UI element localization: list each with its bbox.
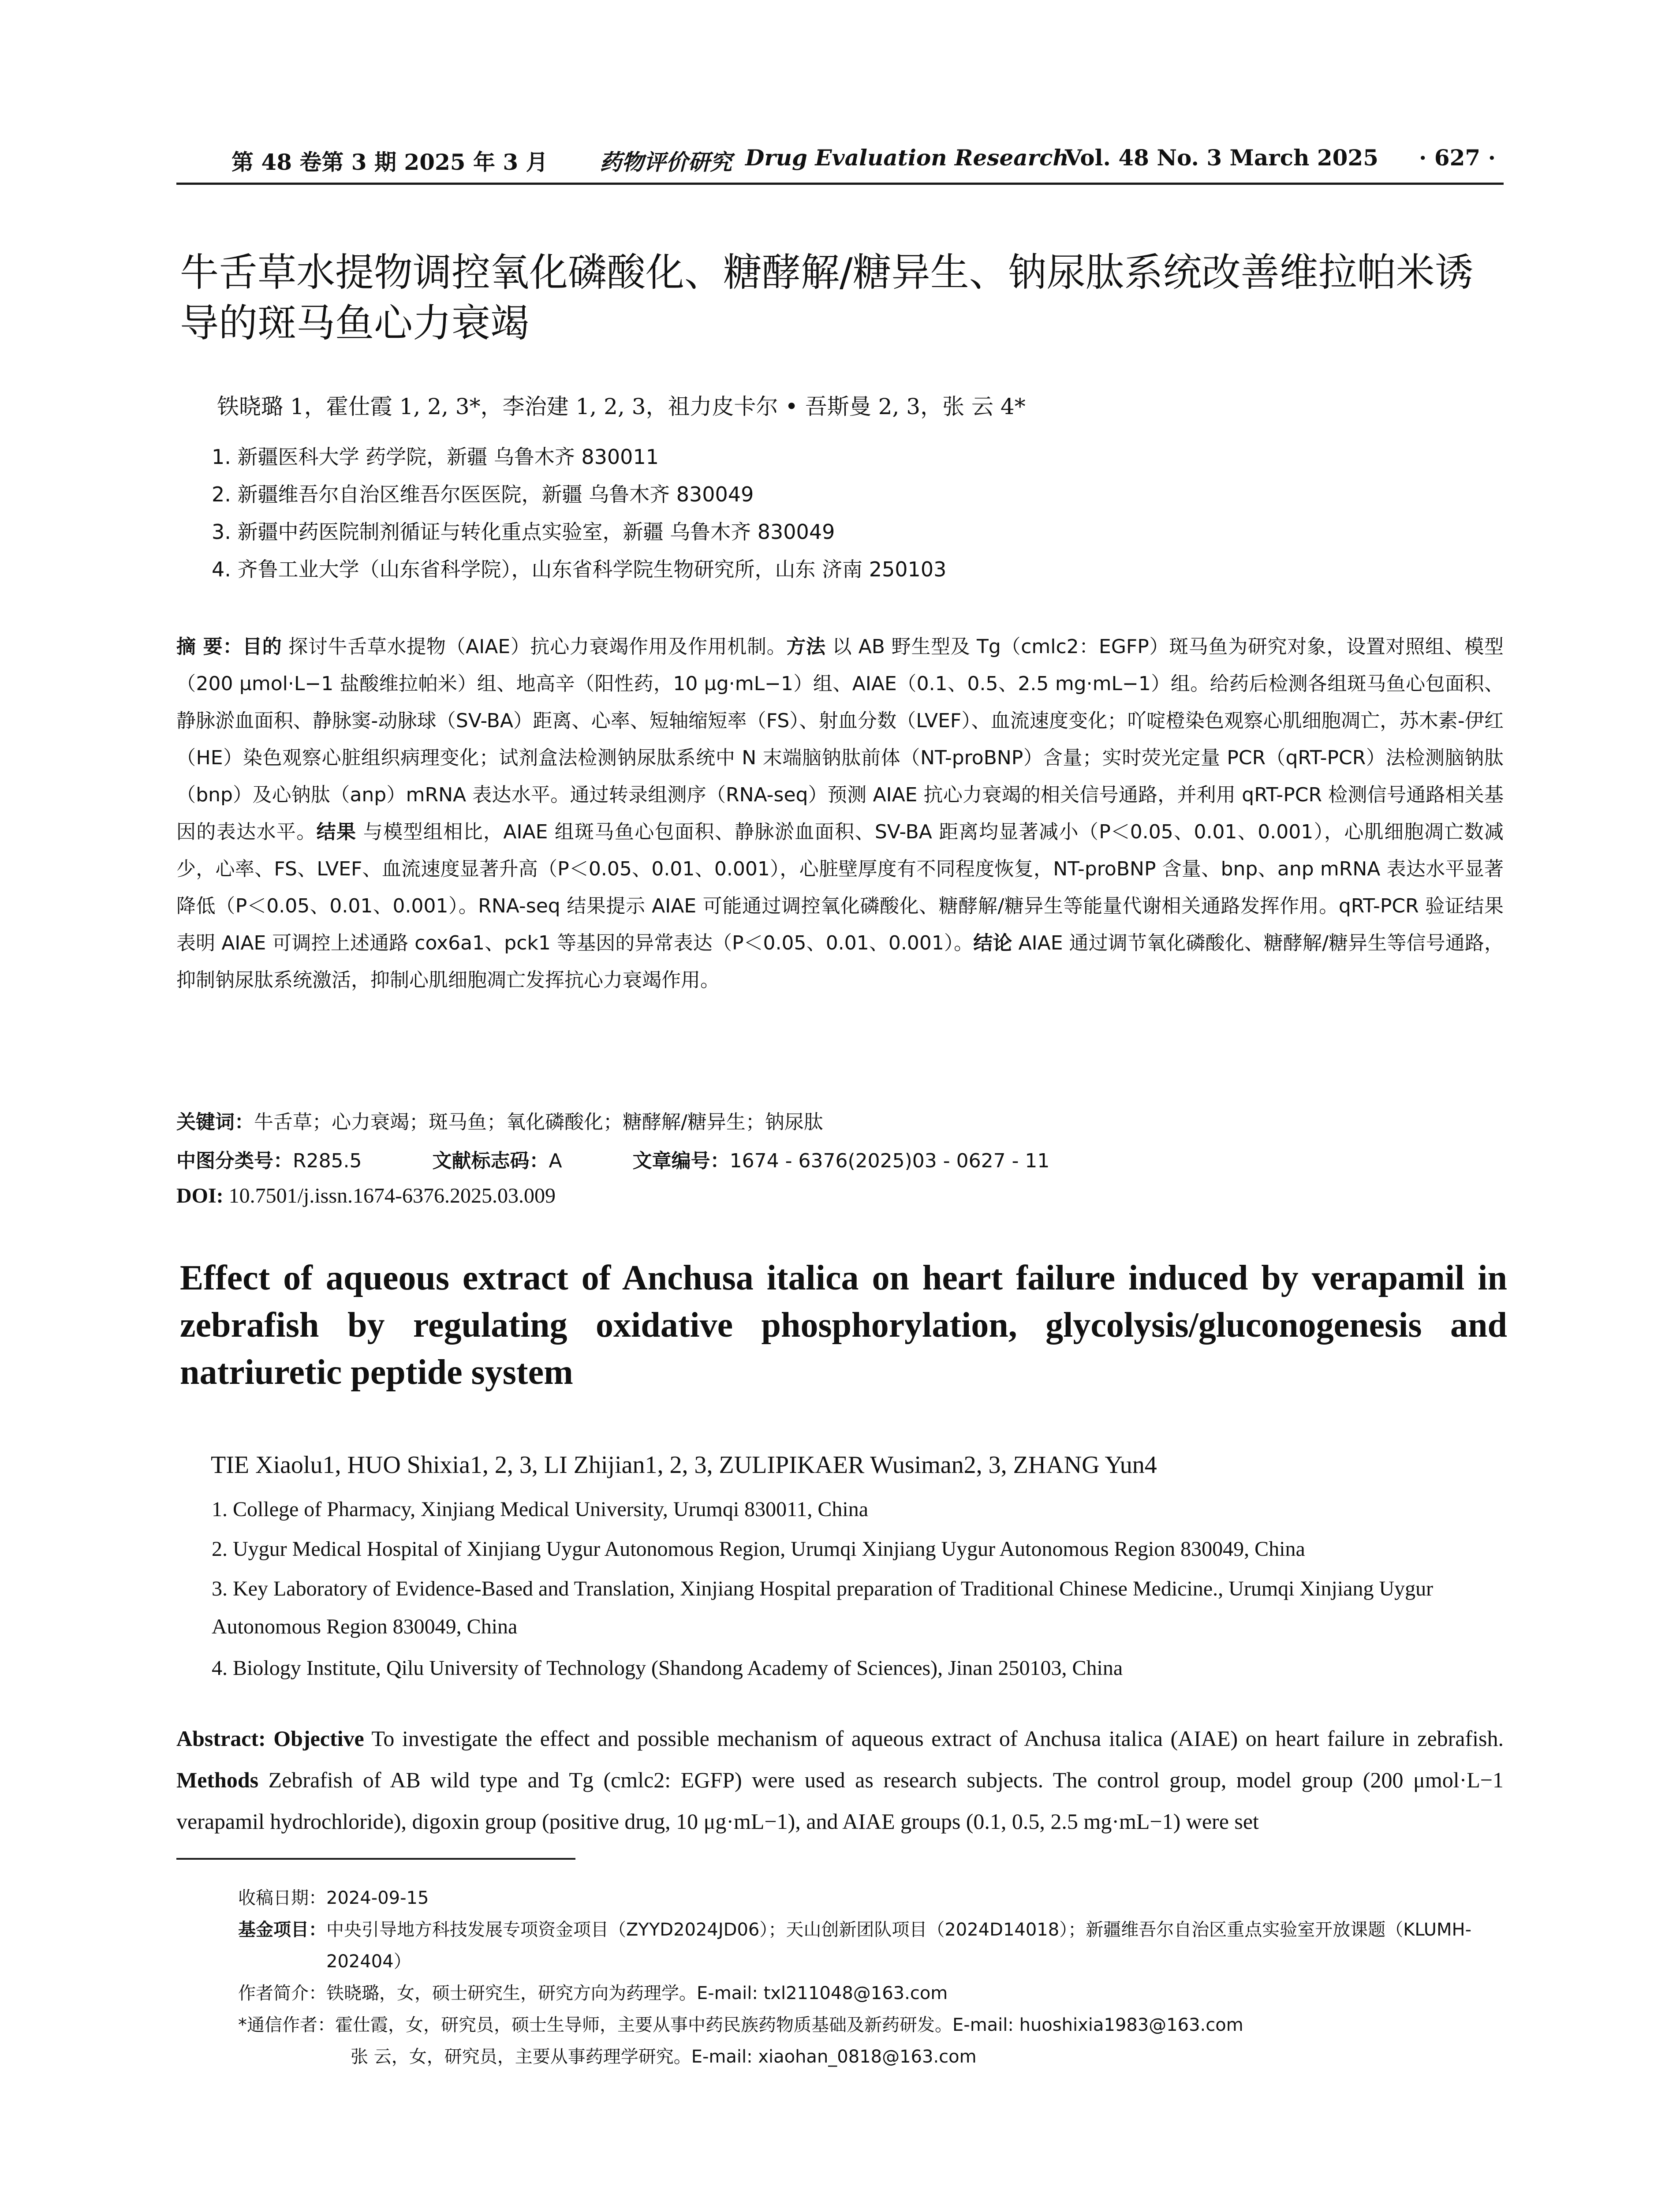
doc-value: A [549,1150,562,1172]
keywords [176,1106,823,1134]
objective-label: 目的 [243,635,282,658]
keywords-text: 牛舌草；心力衰竭；斑马鱼；氧化磷酸化；糖酵解/糖异生；钠尿肽 [254,1111,823,1133]
journal-name-en: Drug Evaluation Research [745,145,1069,171]
funding-label: 基金项目： [238,1920,326,1940]
conclusion-text: AIAE 通过调节氧化磷酸化、糖酵解/糖异生等信号通路，抑制钠尿肽系统激活，抑制心肌细胞凋亡发挥抗心力衰竭作用。 [176,932,1504,991]
methods-text: 以 AB 野生型及 Tg（cmlc2：EGFP）斑马鱼为研究对象，设置对照组、模型（200 μmol·L−1 盐酸维拉帕米）组、地高辛（阳性药，10 μg·mL−1）组、AIAE（0.1、0.5、2.5 mg·mL−1）组。给药后检测各组斑马鱼心包面积、静脉淤血面积、静脉窦-动脉球（SV-BA）距离、心率、短轴缩短率（FS）、射血分数（LVEF）、血流速度变化；吖啶橙染色观察心肌细胞凋亡，苏木素-伊红（HE）染色观察心脏组织病理变化；试剂盒法检测钠尿肽系统中 N 末端脑钠肽前体（NT-proBNP）含量；实时荧光定量 PCR（qRT-PCR）法检测脑钠肽（bnp）及心钠肽（anp）mRNA 表达水平。通过转录组测序（RNA-seq）预测 AIAE 抗心力衰竭的相关信号通路，并利用 qRT-PCR 检测信号通路相关基因的表达水平。 [176,635,1504,843]
results-text: 与模型组相比，AIAE 组斑马鱼心包面积、静脉淤血面积、SV-BA 距离均显著减小（P＜0.05、0.01、0.001），心肌细胞凋亡数减少，心率、FS、LVEF、血流速度显著升高（P＜0.05、0.01、0.001），心脏壁厚度有不同程度恢复，NT-proBNP 含量、bnp、anp mRNA 表达水平显著降低（P＜0.05、0.01、0.001）。RNA-seq 结果提示 AIAE 可能通过调控氧化磷酸化、糖酵解/糖异生等能量代谢相关通路发挥作用。qRT-PCR 验证结果表明 AIAE 可调控上述通路 cox6a1、pck1 等基因的异常表达（P＜0.05、0.01、0.001）。 [176,821,1504,954]
article-label: 文章编号： [632,1150,730,1172]
keywords-label: 关键词： [176,1111,254,1133]
cn-title: 牛舌草水提物调控氧化磷酸化、糖酵解/糖异生、钠尿肽系统改善维拉帕米诱导的斑马鱼心力衰竭 [180,250,1474,346]
cn-affiliation: 3. 新疆中药医院制剂循证与转化重点实验室，新疆 乌鲁木齐 830049 [212,520,835,544]
received-date: 收稿日期：2024-09-15 [238,1888,429,1908]
corresponding-author: *通信作者：霍仕霞，女，研究员，硕士生导师，主要从事中药民族药物质基础及新药研发。E-mail: huoshixia1983@163.com [238,2015,1243,2035]
issue-info: 第 48 卷第 3 期 2025 年 3 月 [231,149,548,175]
author-bio: 作者简介：铁晓璐，女，硕士研究生，研究方向为药理学。E-mail: txl211048@163.com [238,1983,948,2003]
abstract-label: 摘 要： [176,635,243,658]
cn-affiliation: 4. 齐鲁工业大学（山东省科学院），山东省科学院生物研究所，山东 济南 250103 [212,557,947,581]
en-abstract [176,1718,1504,1842]
doi-link[interactable]: 10.7501/j.issn.1674-6376.2025.03.009 [223,1184,556,1207]
page-number: · 627 · [1419,145,1496,171]
en-affiliation: 3. Key Laboratory of Evidence-Based and Translation, Xinjiang Hospital preparation of Traditional Chinese Medicine., Urumqi Xinjiang Uygur Autonomous Region 830049, China [212,1577,1434,1638]
en-affiliation: 1. College of Pharmacy, Xinjiang Medical University, Urumqi 830011, China [212,1498,869,1521]
en-affiliation: 2. Uygur Medical Hospital of Xinjiang Uygur Autonomous Region, Urumqi Xinjiang Uygur Autonomous Region 830049, China [212,1537,1305,1561]
en-objective-text: To investigate the effect and possible mechanism of aqueous extract of Anchusa italica (AIAE) on heart failure in zebrafish. [364,1726,1504,1751]
class-value: R285.5 [293,1150,362,1172]
methods-label: 方法 [786,635,826,658]
journal-logo-cn: 药物评价研究 [600,149,732,175]
doc-label: 文献标志码： [432,1150,549,1172]
cn-abstract [176,628,1504,999]
funding [238,1914,1504,1977]
en-abstract-label: Abstract: Objective [176,1726,364,1751]
doi [176,1184,556,1208]
en-authors: TIE Xiaolu1, HUO Shixia1, 2, 3, LI Zhijian1, 2, 3, ZULIPIKAER Wusiman2, 3, ZHANG Yun4 [211,1451,1157,1479]
volume-info: Vol. 48 No. 3 March 2025 [1065,145,1378,171]
doi-label: DOI: [176,1184,224,1207]
corresponding-author: 张 云，女，研究员，主要从事药理学研究。E-mail: xiaohan_0818@163.com [351,2047,977,2067]
cn-authors: 铁晓璐 1，霍仕霞 1, 2, 3*，李治建 1, 2, 3，祖力皮卡尔 • 吾斯曼 2, 3，张 云 4* [217,394,1026,419]
en-methods-text: Zebrafish of AB wild type and Tg (cmlc2: EGFP) were used as research subjects. The control group, model group (200 μmol·L−1 verapamil hydrochloride), digoxin group (positive drug, 10 μg·mL−1), and AIAE groups (0.1, 0.5, 2.5 mg·mL−1) were set [176,1768,1504,1834]
en-affiliation: 4. Biology Institute, Qilu University of Technology (Shandong Academy of Sciences), Jinan 250103, China [212,1656,1123,1680]
class-label: 中图分类号： [176,1150,293,1172]
en-methods-label: Methods [176,1768,259,1792]
funding-text: 中央引导地方科技发展专项资金项目（ZYYD2024JD06）；天山创新团队项目（2024D14018）；新疆维吾尔自治区重点实验室开放课题（KLUMH-202404） [326,1920,1472,1972]
objective-text: 探讨牛舌草水提物（AIAE）抗心力衰竭作用及作用机制。 [282,635,787,658]
conclusion-label: 结论 [973,932,1012,954]
running-header [176,140,1504,185]
results-label: 结果 [316,821,357,843]
en-title: Effect of aqueous extract of Anchusa italica on heart failure induced by verapamil in zebrafish by regulating oxidative phosphorylation, glycolysis/gluconogenesis and natriuretic peptide system [180,1259,1507,1392]
cn-affiliation: 1. 新疆医科大学 药学院，新疆 乌鲁木齐 830011 [212,445,659,469]
cn-affiliation: 2. 新疆维吾尔自治区维吾尔医医院，新疆 乌鲁木齐 830049 [212,482,754,506]
article-value: 1674 - 6376(2025)03 - 0627 - 11 [729,1150,1050,1172]
footnote-divider [176,1858,575,1860]
classification [176,1145,1049,1173]
